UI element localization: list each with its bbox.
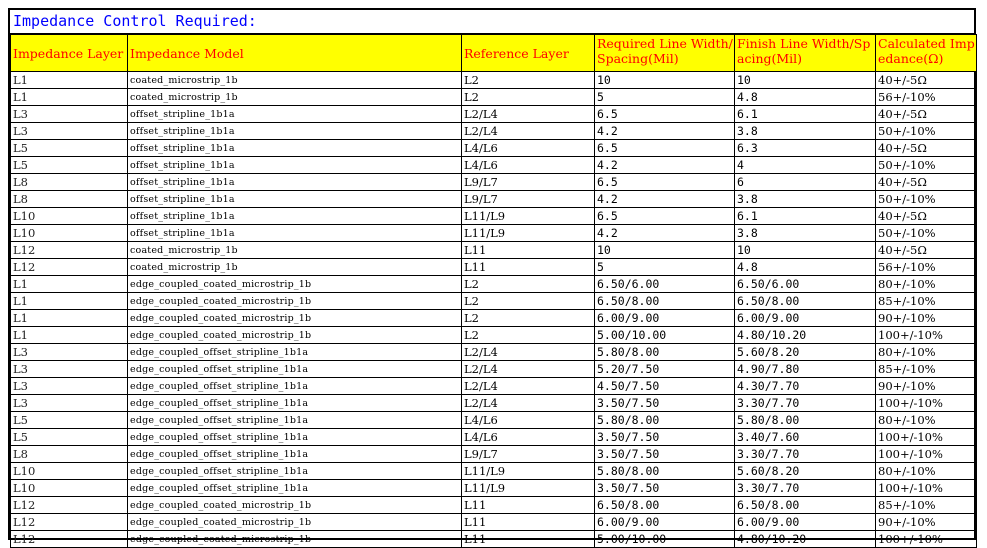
cell-impedance-layer: L1 bbox=[11, 310, 128, 327]
cell-reference-layer: L2 bbox=[462, 276, 595, 293]
table-row bbox=[11, 361, 977, 378]
cell-finish-width: 3.30/7.70 bbox=[735, 480, 876, 497]
cell-calculated-impedance: 80+/-10% bbox=[876, 412, 977, 429]
cell-reference-layer: L11 bbox=[462, 242, 595, 259]
cell-calculated-impedance: 80+/-10% bbox=[876, 344, 977, 361]
cell-finish-width: 3.8 bbox=[735, 123, 876, 140]
cell-calculated-impedance: 90+/-10% bbox=[876, 310, 977, 327]
cell-calculated-impedance: 40+/-5Ω bbox=[876, 208, 977, 225]
cell-impedance-model: edge_coupled_offset_stripline_1b1a bbox=[128, 395, 462, 412]
cell-required-width: 6.00/9.00 bbox=[595, 514, 735, 531]
cell-calculated-impedance: 40+/-5Ω bbox=[876, 72, 977, 89]
cell-impedance-model: offset_stripline_1b1a bbox=[128, 208, 462, 225]
cell-impedance-model: edge_coupled_coated_microstrip_1b bbox=[128, 276, 462, 293]
cell-finish-width: 6.1 bbox=[735, 106, 876, 123]
cell-required-width: 4.2 bbox=[595, 225, 735, 242]
cell-reference-layer: L2 bbox=[462, 327, 595, 344]
cell-required-width: 4.50/7.50 bbox=[595, 378, 735, 395]
cell-required-width: 5.80/8.00 bbox=[595, 412, 735, 429]
cell-reference-layer: L9/L7 bbox=[462, 446, 595, 463]
cell-calculated-impedance: 100+/-10% bbox=[876, 395, 977, 412]
cell-impedance-model: coated_microstrip_1b bbox=[128, 89, 462, 106]
cell-finish-width: 3.40/7.60 bbox=[735, 429, 876, 446]
cell-required-width: 10 bbox=[595, 72, 735, 89]
cell-finish-width: 6.50/6.00 bbox=[735, 276, 876, 293]
cell-impedance-model: offset_stripline_1b1a bbox=[128, 140, 462, 157]
cell-finish-width: 5.80/8.00 bbox=[735, 412, 876, 429]
cell-reference-layer: L11/L9 bbox=[462, 208, 595, 225]
table-row bbox=[11, 242, 977, 259]
cell-impedance-model: edge_coupled_coated_microstrip_1b bbox=[128, 531, 462, 548]
cell-impedance-layer: L8 bbox=[11, 174, 128, 191]
cell-impedance-layer: L3 bbox=[11, 123, 128, 140]
cell-calculated-impedance: 80+/-10% bbox=[876, 276, 977, 293]
cell-impedance-layer: L3 bbox=[11, 395, 128, 412]
table-row bbox=[11, 89, 977, 106]
cell-reference-layer: L2 bbox=[462, 293, 595, 310]
cell-impedance-model: offset_stripline_1b1a bbox=[128, 174, 462, 191]
cell-impedance-layer: L10 bbox=[11, 225, 128, 242]
cell-calculated-impedance: 40+/-5Ω bbox=[876, 242, 977, 259]
cell-finish-width: 6.00/9.00 bbox=[735, 514, 876, 531]
cell-calculated-impedance: 40+/-5Ω bbox=[876, 174, 977, 191]
cell-finish-width: 6.1 bbox=[735, 208, 876, 225]
cell-reference-layer: L9/L7 bbox=[462, 174, 595, 191]
cell-calculated-impedance: 100+/-10% bbox=[876, 429, 977, 446]
table-row bbox=[11, 395, 977, 412]
table-row bbox=[11, 531, 977, 548]
cell-finish-width: 6 bbox=[735, 174, 876, 191]
cell-impedance-model: edge_coupled_coated_microstrip_1b bbox=[128, 497, 462, 514]
cell-required-width: 6.5 bbox=[595, 106, 735, 123]
header-impedance-layer: Impedance Layer bbox=[11, 35, 128, 72]
cell-reference-layer: L11/L9 bbox=[462, 480, 595, 497]
table-body bbox=[11, 72, 977, 548]
cell-impedance-model: offset_stripline_1b1a bbox=[128, 157, 462, 174]
table-row bbox=[11, 259, 977, 276]
cell-reference-layer: L2 bbox=[462, 89, 595, 106]
cell-finish-width: 3.30/7.70 bbox=[735, 446, 876, 463]
cell-impedance-layer: L10 bbox=[11, 208, 128, 225]
cell-finish-width: 6.50/8.00 bbox=[735, 497, 876, 514]
cell-finish-width: 10 bbox=[735, 72, 876, 89]
cell-finish-width: 6.3 bbox=[735, 140, 876, 157]
cell-impedance-layer: L3 bbox=[11, 106, 128, 123]
cell-reference-layer: L2/L4 bbox=[462, 123, 595, 140]
table-row bbox=[11, 310, 977, 327]
table-row bbox=[11, 276, 977, 293]
cell-calculated-impedance: 100+/-10% bbox=[876, 327, 977, 344]
cell-required-width: 5.00/10.00 bbox=[595, 327, 735, 344]
cell-calculated-impedance: 85+/-10% bbox=[876, 361, 977, 378]
cell-impedance-layer: L5 bbox=[11, 140, 128, 157]
cell-calculated-impedance: 50+/-10% bbox=[876, 225, 977, 242]
header-required-width: Required Line Width/Spacing(Mil) bbox=[595, 35, 735, 72]
table-row bbox=[11, 446, 977, 463]
cell-impedance-layer: L3 bbox=[11, 344, 128, 361]
cell-reference-layer: L11/L9 bbox=[462, 225, 595, 242]
cell-required-width: 3.50/7.50 bbox=[595, 446, 735, 463]
cell-calculated-impedance: 50+/-10% bbox=[876, 123, 977, 140]
cell-impedance-model: offset_stripline_1b1a bbox=[128, 106, 462, 123]
cell-finish-width: 6.00/9.00 bbox=[735, 310, 876, 327]
cell-impedance-layer: L12 bbox=[11, 259, 128, 276]
cell-impedance-layer: L8 bbox=[11, 446, 128, 463]
impedance-sheet bbox=[8, 8, 976, 546]
table-row bbox=[11, 174, 977, 191]
cell-calculated-impedance: 100+/-10% bbox=[876, 480, 977, 497]
cell-finish-width: 3.8 bbox=[735, 191, 876, 208]
cell-impedance-layer: L1 bbox=[11, 327, 128, 344]
cell-required-width: 5 bbox=[595, 259, 735, 276]
table-header bbox=[11, 35, 977, 72]
cell-calculated-impedance: 80+/-10% bbox=[876, 463, 977, 480]
cell-required-width: 5.00/10.00 bbox=[595, 531, 735, 548]
cell-finish-width: 4.90/7.80 bbox=[735, 361, 876, 378]
cell-finish-width: 6.50/8.00 bbox=[735, 293, 876, 310]
cell-impedance-model: edge_coupled_offset_stripline_1b1a bbox=[128, 378, 462, 395]
cell-reference-layer: L2/L4 bbox=[462, 344, 595, 361]
cell-finish-width: 5.60/8.20 bbox=[735, 463, 876, 480]
cell-required-width: 10 bbox=[595, 242, 735, 259]
cell-required-width: 4.2 bbox=[595, 191, 735, 208]
cell-required-width: 5.80/8.00 bbox=[595, 344, 735, 361]
cell-impedance-layer: L12 bbox=[11, 531, 128, 548]
cell-impedance-layer: L10 bbox=[11, 463, 128, 480]
cell-required-width: 6.5 bbox=[595, 208, 735, 225]
cell-reference-layer: L4/L6 bbox=[462, 140, 595, 157]
table-row bbox=[11, 344, 977, 361]
cell-reference-layer: L11 bbox=[462, 259, 595, 276]
cell-required-width: 4.2 bbox=[595, 123, 735, 140]
cell-impedance-model: edge_coupled_coated_microstrip_1b bbox=[128, 293, 462, 310]
header-finish-width: Finish Line Width/Spacing(Mil) bbox=[735, 35, 876, 72]
cell-required-width: 6.5 bbox=[595, 174, 735, 191]
table-row bbox=[11, 140, 977, 157]
cell-impedance-model: edge_coupled_offset_stripline_1b1a bbox=[128, 344, 462, 361]
cell-impedance-layer: L12 bbox=[11, 514, 128, 531]
cell-finish-width: 3.30/7.70 bbox=[735, 395, 876, 412]
cell-finish-width: 3.8 bbox=[735, 225, 876, 242]
cell-required-width: 6.50/8.00 bbox=[595, 293, 735, 310]
cell-calculated-impedance: 85+/-10% bbox=[876, 293, 977, 310]
table-row bbox=[11, 480, 977, 497]
cell-impedance-model: edge_coupled_coated_microstrip_1b bbox=[128, 514, 462, 531]
cell-impedance-model: edge_coupled_offset_stripline_1b1a bbox=[128, 446, 462, 463]
cell-impedance-layer: L5 bbox=[11, 157, 128, 174]
table-row bbox=[11, 106, 977, 123]
cell-calculated-impedance: 56+/-10% bbox=[876, 259, 977, 276]
cell-finish-width: 4.8 bbox=[735, 89, 876, 106]
cell-reference-layer: L2/L4 bbox=[462, 106, 595, 123]
cell-impedance-layer: L12 bbox=[11, 497, 128, 514]
cell-finish-width: 4.8 bbox=[735, 259, 876, 276]
cell-impedance-model: edge_coupled_coated_microstrip_1b bbox=[128, 310, 462, 327]
table-row bbox=[11, 463, 977, 480]
table-row bbox=[11, 497, 977, 514]
table-row bbox=[11, 225, 977, 242]
cell-calculated-impedance: 56+/-10% bbox=[876, 89, 977, 106]
cell-reference-layer: L9/L7 bbox=[462, 191, 595, 208]
cell-required-width: 4.2 bbox=[595, 157, 735, 174]
cell-required-width: 6.5 bbox=[595, 140, 735, 157]
cell-calculated-impedance: 40+/-5Ω bbox=[876, 106, 977, 123]
cell-reference-layer: L2 bbox=[462, 72, 595, 89]
cell-calculated-impedance: 50+/-10% bbox=[876, 191, 977, 208]
table-row bbox=[11, 208, 977, 225]
cell-reference-layer: L4/L6 bbox=[462, 412, 595, 429]
cell-impedance-layer: L3 bbox=[11, 378, 128, 395]
table-row bbox=[11, 191, 977, 208]
cell-impedance-model: edge_coupled_coated_microstrip_1b bbox=[128, 327, 462, 344]
header-calculated-impedance: Calculated Impedance(Ω) bbox=[876, 35, 977, 72]
header-reference-layer: Reference Layer bbox=[462, 35, 595, 72]
cell-finish-width: 4.30/7.70 bbox=[735, 378, 876, 395]
cell-calculated-impedance: 100+/-10% bbox=[876, 446, 977, 463]
cell-impedance-layer: L5 bbox=[11, 429, 128, 446]
cell-calculated-impedance: 90+/-10% bbox=[876, 378, 977, 395]
table-row bbox=[11, 123, 977, 140]
cell-impedance-layer: L10 bbox=[11, 480, 128, 497]
cell-impedance-layer: L1 bbox=[11, 89, 128, 106]
cell-finish-width: 4.80/10.20 bbox=[735, 327, 876, 344]
table-row bbox=[11, 327, 977, 344]
header-row bbox=[11, 35, 977, 72]
cell-calculated-impedance: 90+/-10% bbox=[876, 514, 977, 531]
table-row bbox=[11, 412, 977, 429]
cell-impedance-model: coated_microstrip_1b bbox=[128, 72, 462, 89]
cell-finish-width: 5.60/8.20 bbox=[735, 344, 876, 361]
cell-reference-layer: L2 bbox=[462, 310, 595, 327]
cell-finish-width: 4.80/10.20 bbox=[735, 531, 876, 548]
cell-reference-layer: L2/L4 bbox=[462, 378, 595, 395]
cell-calculated-impedance: 40+/-5Ω bbox=[876, 140, 977, 157]
table-row bbox=[11, 293, 977, 310]
header-impedance-model: Impedance Model bbox=[128, 35, 462, 72]
cell-calculated-impedance: 100+/-10% bbox=[876, 531, 977, 548]
cell-impedance-model: edge_coupled_offset_stripline_1b1a bbox=[128, 412, 462, 429]
cell-impedance-model: offset_stripline_1b1a bbox=[128, 123, 462, 140]
cell-impedance-layer: L3 bbox=[11, 361, 128, 378]
cell-required-width: 3.50/7.50 bbox=[595, 480, 735, 497]
cell-required-width: 5 bbox=[595, 89, 735, 106]
cell-finish-width: 10 bbox=[735, 242, 876, 259]
cell-required-width: 6.00/9.00 bbox=[595, 310, 735, 327]
cell-reference-layer: L11 bbox=[462, 531, 595, 548]
cell-required-width: 3.50/7.50 bbox=[595, 395, 735, 412]
cell-impedance-model: edge_coupled_offset_stripline_1b1a bbox=[128, 429, 462, 446]
cell-impedance-model: offset_stripline_1b1a bbox=[128, 191, 462, 208]
cell-reference-layer: L4/L6 bbox=[462, 157, 595, 174]
table-row bbox=[11, 429, 977, 446]
cell-required-width: 5.80/8.00 bbox=[595, 463, 735, 480]
cell-reference-layer: L2/L4 bbox=[462, 361, 595, 378]
cell-impedance-layer: L1 bbox=[11, 276, 128, 293]
table-row bbox=[11, 72, 977, 89]
cell-impedance-model: edge_coupled_offset_stripline_1b1a bbox=[128, 480, 462, 497]
impedance-table bbox=[10, 34, 977, 548]
cell-impedance-layer: L1 bbox=[11, 293, 128, 310]
cell-impedance-layer: L12 bbox=[11, 242, 128, 259]
cell-impedance-layer: L1 bbox=[11, 72, 128, 89]
cell-required-width: 6.50/8.00 bbox=[595, 497, 735, 514]
cell-required-width: 6.50/6.00 bbox=[595, 276, 735, 293]
cell-required-width: 5.20/7.50 bbox=[595, 361, 735, 378]
cell-impedance-model: coated_microstrip_1b bbox=[128, 259, 462, 276]
cell-reference-layer: L11 bbox=[462, 497, 595, 514]
cell-calculated-impedance: 50+/-10% bbox=[876, 157, 977, 174]
cell-impedance-model: edge_coupled_offset_stripline_1b1a bbox=[128, 361, 462, 378]
table-row bbox=[11, 514, 977, 531]
cell-impedance-layer: L8 bbox=[11, 191, 128, 208]
cell-impedance-model: offset_stripline_1b1a bbox=[128, 225, 462, 242]
cell-reference-layer: L2/L4 bbox=[462, 395, 595, 412]
cell-reference-layer: L11/L9 bbox=[462, 463, 595, 480]
cell-impedance-model: edge_coupled_offset_stripline_1b1a bbox=[128, 463, 462, 480]
sheet-title: Impedance Control Required: bbox=[10, 10, 974, 34]
cell-impedance-model: coated_microstrip_1b bbox=[128, 242, 462, 259]
cell-impedance-layer: L5 bbox=[11, 412, 128, 429]
table-row bbox=[11, 157, 977, 174]
cell-finish-width: 4 bbox=[735, 157, 876, 174]
cell-reference-layer: L11 bbox=[462, 514, 595, 531]
cell-required-width: 3.50/7.50 bbox=[595, 429, 735, 446]
cell-reference-layer: L4/L6 bbox=[462, 429, 595, 446]
cell-calculated-impedance: 85+/-10% bbox=[876, 497, 977, 514]
table-row bbox=[11, 378, 977, 395]
